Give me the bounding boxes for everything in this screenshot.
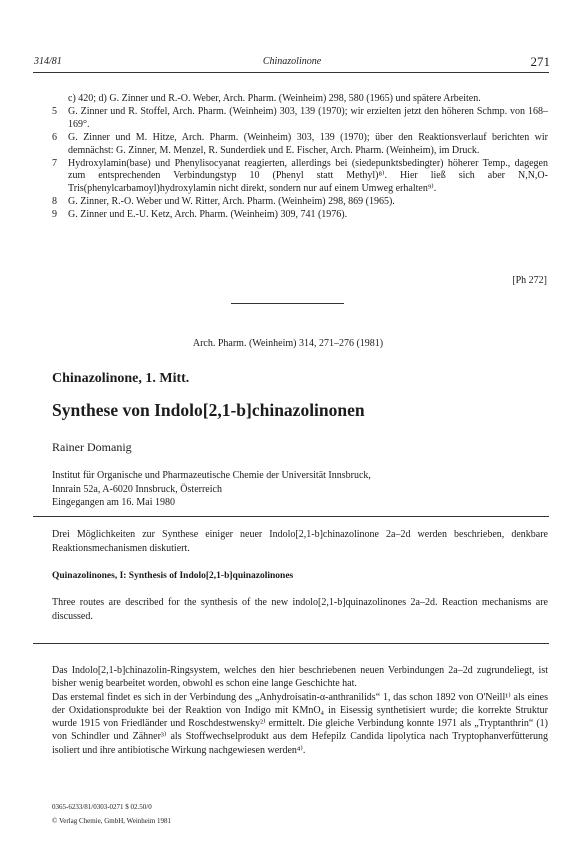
journal-citation: Arch. Pharm. (Weinheim) 314, 271–276 (1981) [192,338,384,349]
body-paragraph: Das erstemal findet es sich in der Verbindung des „Anhydroisatin-α-anthranilids“ 1, das schon 1892 von O'Neill¹⁾ als eines der Oxidationsprodukte bei der Reaktion von Indigo mit KMnO₄ in Eisessig synthetisiert wurde; die korrekte Struktur wurde 1915 von Friedländer und Roschdestwensky²⁾ ermittelt. Die gleiche Verbindung konnte 1971 als „Tryptanthrin“ (1) von Schindler und Zähner³⁾ als Stoffwechselprodukt aus dem Hefepilz Candida lipolytica nach Tryptophanverfütterung isoliert und ihre antibiotische Wirkung nachgewiesen werden⁴⁾. [52,691,548,756]
footer [52,800,171,828]
page-number: 271 [530,54,550,69]
reference-item: 7 Hydroxylamin(base) und Phenylisocyanat reagierten, allerdings bei (siedepunktsbedingter) höherer Temp., dagegen zum entsprechenden Verbindungstyp 10 (Phenyl statt Methyl)⁸⁾. Hier ließ sich aber N,N,O-Tris(phenylcarbamoyl)hydroxylamin nicht direkt, sondern nur auf einem Umweg erhalten⁹⁾. [52,157,548,195]
reference-item: 8 G. Zinner, R.-O. Weber und W. Ritter, Arch. Pharm. (Weinheim) 298, 869 (1965). [52,196,395,208]
manuscript-code: [Ph 272] [512,275,547,286]
reference-item: 9 G. Zinner und E.-U. Ketz, Arch. Pharm. (Weinheim) 309, 741 (1976). [52,209,348,221]
reference-item: 5 G. Zinner und R. Stoffel, Arch. Pharm. (Weinheim) 303, 139 (1970); wir erzielten jetzt den höheren Schmp. von 168–169°. [52,105,548,130]
abstract-english: Three routes are described for the synthesis of the new indolo[2,1-b]quinazolinones 2a–2d. Reaction mechanisms are discussed. [52,597,548,622]
reference-item: 6 G. Zinner und M. Hitze, Arch. Pharm. (Weinheim) 303, 139 (1970); über den Reaktionsverlauf berichten wir demnächst: G. Zinner, M. Menzel, R. Sunderdiek und E. Fischer, Arch. Pharm. (Weinheim), im Druck. [52,131,548,156]
abstract-bottom-rule [33,643,549,644]
abstract-german: Drei Möglichkeiten zur Synthese einiger neuer Indolo[2,1-b]chinazolinone 2a–2d werden beschrieben, denkbare Reaktionsmechanismen diskutiert. [52,529,548,554]
series-title: Chinazolinone, 1. Mitt. [52,371,190,386]
author-name: Rainer Domanig [52,440,132,454]
reference-list [52,93,548,222]
body-paragraph: Das Indolo[2,1-b]chinazolin-Ringsystem, welches den hier beschriebenen neuen Verbindungen 2a–2d zugrundeliegt, ist bisher wenig bearbeitet worden, obwohl es schon eine lange Geschichte hat. [52,665,548,690]
affiliation-line: Institut für Organische und Pharmazeutische Chemie der Universität Innsbruck, [52,470,371,481]
english-title: Quinazolinones, I: Synthesis of Indolo[2,1-b]quinazolinones [52,571,294,581]
affiliation-address: Innrain 52a, A-6020 Innsbruck, Österreich [52,483,222,495]
abstract-top-rule [33,516,549,517]
received-date: Eingegangen am 16. Mai 1980 [52,497,176,508]
reference-item: c) 420; d) G. Zinner und R.-O. Weber, Arch. Pharm. (Weinheim) 298, 580 (1965) und spätere Arbeiten. [68,93,481,104]
running-title: Chinazolinone [262,56,322,67]
issn-code: 0365-6233/81/0303-0271 $ 02.50/0 [52,803,152,811]
volume-code: 314/81 [34,56,62,67]
article-title: Synthese von Indolo[2,1-b]chinazolinonen [52,400,365,420]
affiliation-block [52,469,371,510]
section-divider [231,303,344,304]
running-header [34,55,550,71]
header-rule [33,72,549,73]
copyright-line: © Verlag Chemie, GmbH, Weinheim 1981 [52,817,172,825]
body-text [52,664,548,757]
